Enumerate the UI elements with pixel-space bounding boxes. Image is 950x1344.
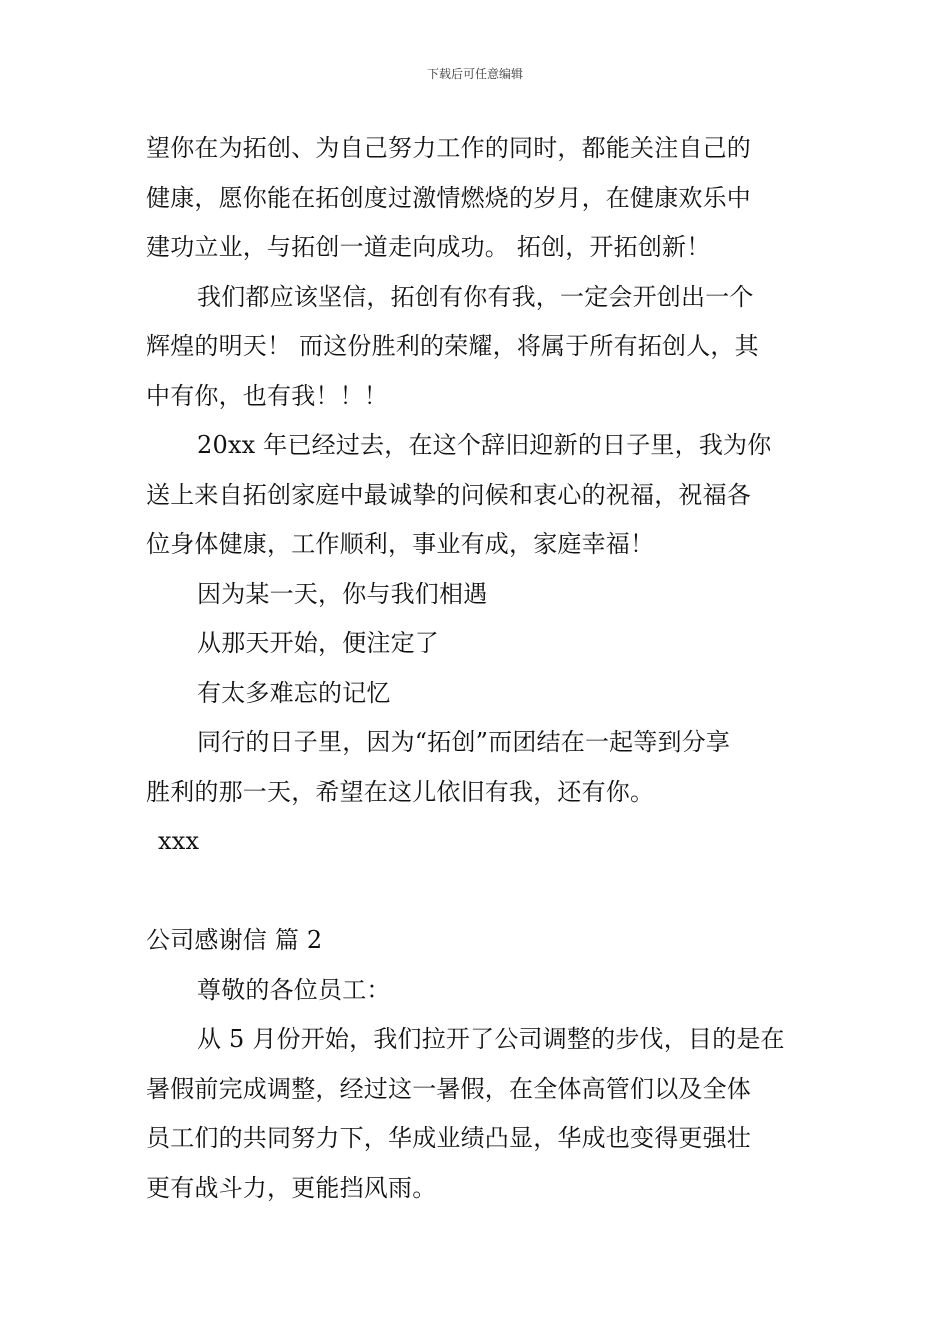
- paragraph-line: 更有战斗力，更能挡风雨。: [146, 1173, 437, 1202]
- paragraph-line: 健康，愿你能在拓创度过激情燃烧的岁月，在健康欢乐中: [146, 183, 751, 212]
- document-body: [146, 124, 810, 1213]
- paragraph-line: 望你在为拓创、为自己努力工作的同时，都能关注自己的: [146, 134, 751, 162]
- paragraph-line: 从 5 月份开始，我们拉开了公司调整的步伐，目的是在: [197, 1025, 785, 1053]
- paragraph-line: 建功立业，与拓创一道走向成功。 拓创，开拓创新！: [146, 233, 711, 261]
- paragraph-line: 暑假前完成调整，经过这一暑假，在全体高管们以及全体: [146, 1074, 751, 1103]
- paragraph-line: 胜利的那一天，希望在这儿依旧有我，还有你。: [146, 777, 655, 806]
- salutation: 尊敬的各位员工：: [197, 975, 391, 1004]
- paragraph-line: 辉煌的明天！ 而这份胜利的荣耀，将属于所有拓创人，其: [146, 332, 759, 360]
- section-title: 公司感谢信 篇 2: [146, 926, 323, 954]
- signature: xxx: [158, 827, 200, 855]
- paragraph-line: 送上来自拓创家庭中最诚挚的问候和衷心的祝福，祝福各: [146, 480, 751, 509]
- poem-line: 从那天开始，便注定了: [197, 629, 439, 657]
- page-header: 下载后可任意编辑: [426, 67, 523, 81]
- poem-line: 有太多难忘的记忆: [197, 678, 391, 707]
- paragraph-line: 20xx 年已经过去，在这个辞旧迎新的日子里，我为你: [197, 431, 772, 459]
- paragraph-line: 员工们的共同努力下，华成业绩凸显，华成也变得更强壮: [146, 1124, 751, 1152]
- paragraph-line: 位身体健康，工作顺利，事业有成，家庭幸福！: [146, 530, 655, 558]
- paragraph-line: 同行的日子里，因为“拓创”而团结在一起等到分享: [197, 728, 731, 756]
- paragraph-line: 我们都应该坚信，拓创有你有我，一定会开创出一个: [197, 282, 754, 311]
- blank-line: [146, 867, 810, 917]
- paragraph-line: 中有你，也有我！！！: [146, 381, 388, 410]
- poem-line: 因为某一天，你与我们相遇: [197, 579, 488, 608]
